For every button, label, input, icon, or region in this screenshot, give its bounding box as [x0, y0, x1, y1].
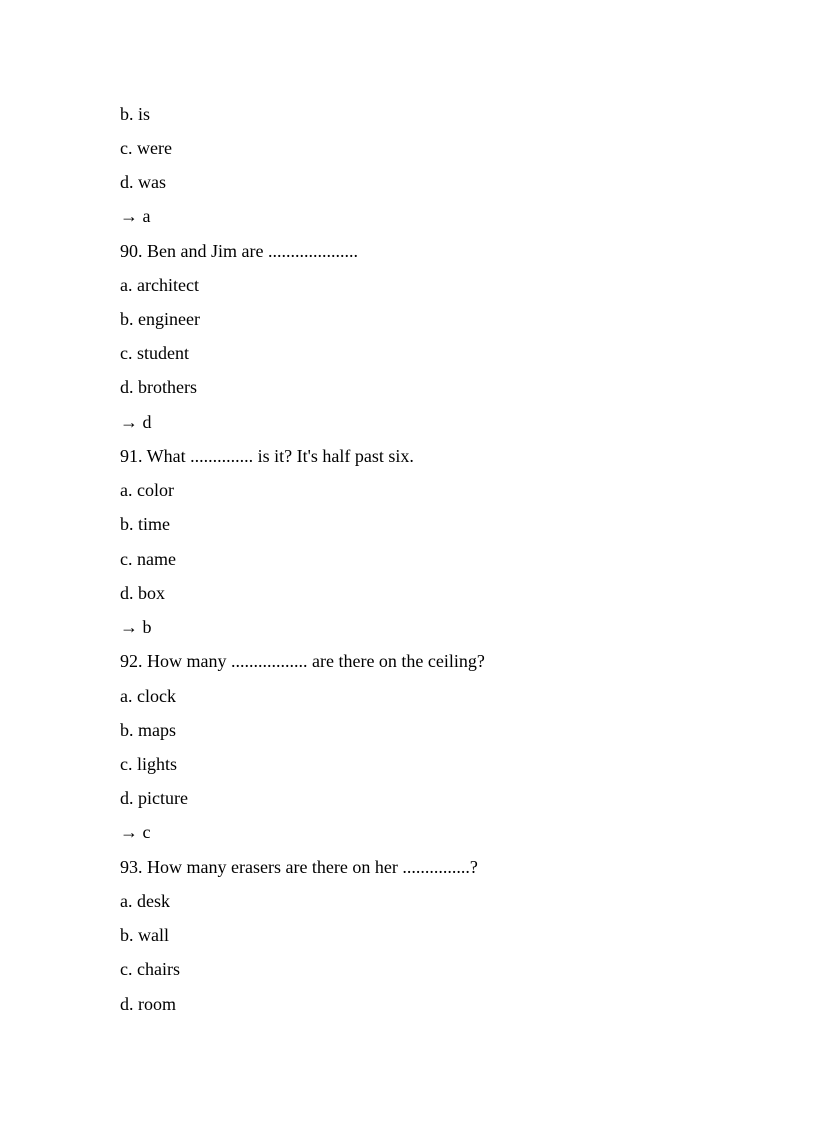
question-90: 90. Ben and Jim are .................... [120, 241, 358, 261]
option-c-q91: c. name [120, 549, 176, 569]
question-91: 91. What .............. is it? It's half past six. [120, 446, 414, 466]
option-a-q90: a. architect [120, 275, 199, 295]
option-b-q93: b. wall [120, 925, 169, 945]
question-92: 92. How many ................. are there on the ceiling? [120, 651, 485, 671]
option-d-q92: d. picture [120, 788, 188, 808]
option-b-q92: b. maps [120, 720, 176, 740]
option-c-q93: c. chairs [120, 959, 180, 979]
answer-q90: → d [120, 412, 152, 432]
option-d-q91: d. box [120, 583, 165, 603]
option-a-q92: a. clock [120, 686, 176, 706]
option-b-q89: b. is [120, 104, 151, 124]
option-c-q89: c. were [120, 138, 172, 158]
option-a-q91: a. color [120, 480, 174, 500]
option-c-q92: c. lights [120, 754, 177, 774]
option-c-q90: c. student [120, 343, 189, 363]
option-b-q90: b. engineer [120, 309, 200, 329]
option-b-q91: b. time [120, 514, 170, 534]
option-d-q89: d. was [120, 172, 166, 192]
option-d-q90: d. brothers [120, 377, 197, 397]
question-93: 93. How many erasers are there on her ...............? [120, 857, 478, 877]
answer-q89: → a [120, 206, 151, 226]
answer-q91: → b [120, 617, 152, 637]
answer-q92: → c [120, 822, 151, 842]
option-a-q93: a. desk [120, 891, 170, 911]
option-d-q93: d. room [120, 994, 176, 1014]
